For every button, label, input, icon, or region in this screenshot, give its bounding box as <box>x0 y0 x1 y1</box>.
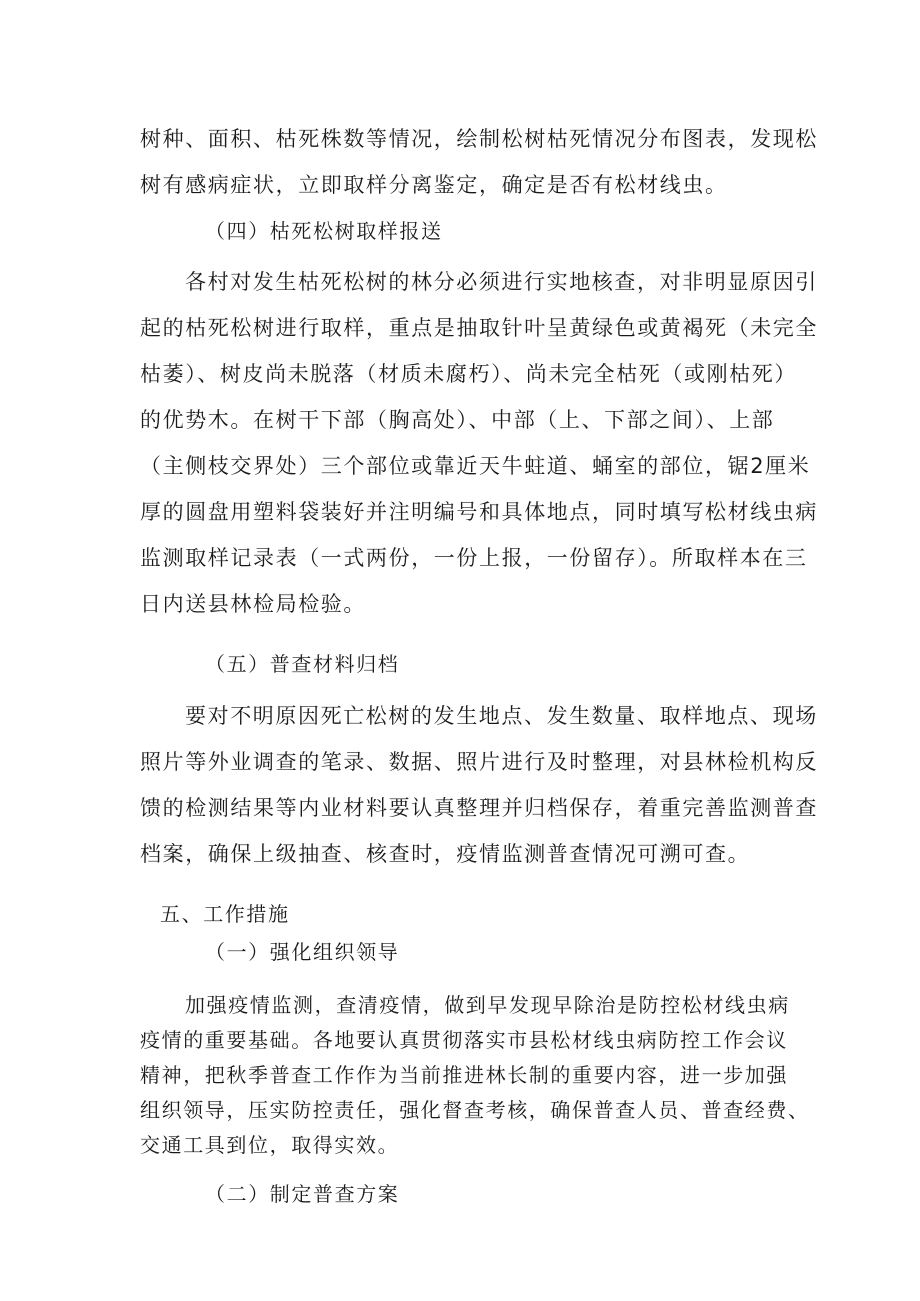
text-line: 枯萎）、树皮尚未脱落（材质未腐朽）、尚未完全枯死（或刚枯死） <box>140 362 797 386</box>
text-line: 监测取样记录表（一式两份，一份上报，一份留存）。所取样本在三 <box>140 546 808 570</box>
heading-organization <box>140 937 855 967</box>
heading-work-measures <box>140 899 790 929</box>
heading-archiving <box>140 649 855 679</box>
text-line: 起的枯死松树进行取样，重点是抽取针叶呈黄绿色或黄褐死（未完全 <box>140 316 818 340</box>
text-line: 树有感病症状，立即取样分离鉴定，确定是否有松材线虫。 <box>140 173 728 197</box>
heading-sampling-submission <box>140 216 855 246</box>
heading-text: 五、工作措施 <box>160 902 290 926</box>
heading-text: （五）普查材料归档 <box>205 652 400 676</box>
paragraph-continued-survey <box>140 116 818 208</box>
text-line: 疫情的重要基础。各地要认真贯彻落实市县松材线虫病防控工作会议 <box>140 1028 788 1052</box>
heading-survey-plan <box>140 1179 855 1209</box>
text-line: 日内送县林检局检验。 <box>140 592 366 616</box>
text-line: 馈的检测结果等内业材料要认真整理并归档保存，着重完善监测普查 <box>140 796 818 820</box>
text-line: 组织领导，压实防控责任，强化督查考核，确保普查人员、普查经费、 <box>140 1098 810 1122</box>
paragraph-sampling <box>140 259 818 627</box>
text-line: 交通工具到位，取得实效。 <box>140 1133 400 1157</box>
heading-text: （四）枯死松树取样报送 <box>205 219 443 243</box>
text-line: 加强疫情监测，查清疫情，做到早发现早除治是防控松材线虫病 <box>185 993 790 1017</box>
heading-text: （一）强化组织领导 <box>205 940 400 964</box>
paragraph-archiving <box>140 693 818 877</box>
heading-text: （二）制定普查方案 <box>205 1182 400 1206</box>
text-line: 的优势木。在树干下部（胸高处）、中部（上、下部之间）、上部 <box>140 408 775 432</box>
text-line: 精神，把秋季普查工作作为当前推进林长制的重要内容，进一步加强 <box>140 1063 788 1087</box>
text-line: 厚的圆盘用塑料袋装好并注明编号和具体地点，同时填写松材线虫病 <box>140 500 818 524</box>
text-line: 树种、面积、枯死株数等情况，绘制松树枯死情况分布图表，发现松 <box>140 127 818 151</box>
text-line: 要对不明原因死亡松树的发生地点、发生数量、取样地点、现场 <box>185 704 818 728</box>
text-line: （主侧枝交界处）三个部位或靠近天牛蛀道、蛹室的部位，锯2厘米 <box>140 454 811 478</box>
text-line: 各村对发生枯死松树的林分必须进行实地核查，对非明显原因引 <box>185 270 818 294</box>
paragraph-organization <box>140 988 810 1163</box>
text-line: 照片等外业调查的笔录、数据、照片进行及时整理，对县林检机构反 <box>140 750 818 774</box>
text-line: 档案，确保上级抽查、核查时，疫情监测普查情况可溯可查。 <box>140 842 751 866</box>
